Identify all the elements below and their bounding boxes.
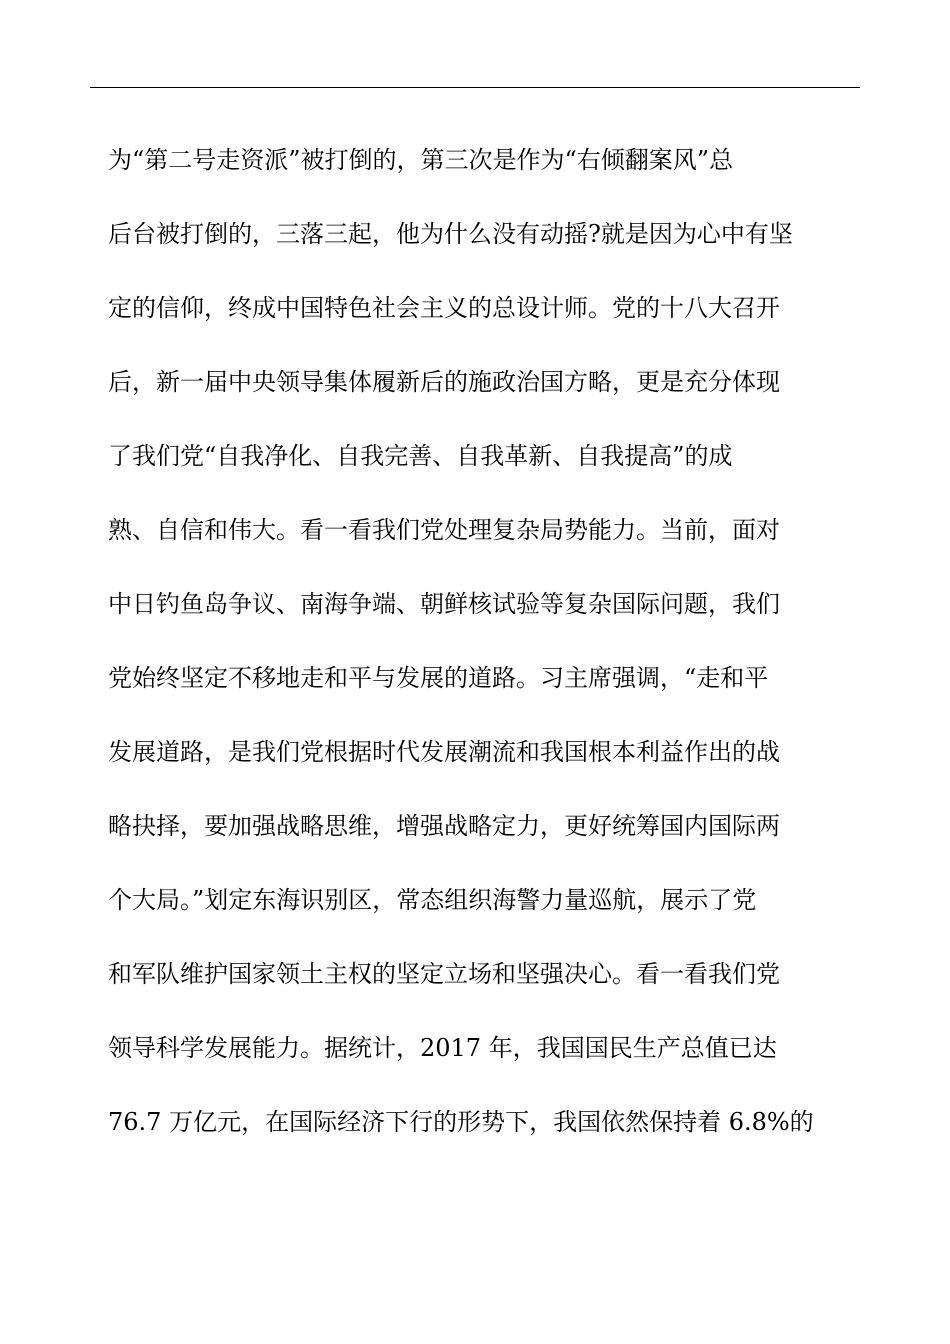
text-line: 和军队维护国家领土主权的坚定立场和坚强决心。看一看我们党 [108,960,780,988]
text-line: 76.7 万亿元，在国际经济下行的形势下，我国依然保持着 6.8%的 [108,1108,814,1136]
text-line: 个大局。”划定东海识别区，常态组织海警力量巡航，展示了党 [108,886,757,914]
text-line: 党始终坚定不移地走和平与发展的道路。习主席强调，“走和平 [108,664,769,692]
text-line: 略抉择，要加强战略思维，增强战略定力，更好统筹国内国际两 [108,812,780,840]
text-line: 后，新一届中央领导集体履新后的施政治国方略，更是充分体现 [108,368,780,396]
text-line: 后台被打倒的，三落三起，他为什么没有动摇?就是因为心中有坚 [108,220,793,248]
header-rule [90,87,860,88]
text-line: 熟、自信和伟大。看一看我们党处理复杂局势能力。当前，面对 [108,516,780,544]
text-line: 发展道路，是我们党根据时代发展潮流和我国根本利益作出的战 [108,738,780,766]
body-text [108,140,868,1176]
text-line: 领导科学发展能力。据统计，2017 年，我国国民生产总值已达 [108,1034,777,1062]
text-line: 中日钓鱼岛争议、南海争端、朝鲜核试验等复杂国际问题，我们 [108,590,780,618]
text-line: 为“第二号走资派”被打倒的，第三次是作为“右倾翻案风”总 [108,146,734,174]
text-line: 定的信仰，终成中国特色社会主义的总设计师。党的十八大召开 [108,294,780,322]
text-line: 了我们党“自我净化、自我完善、自我革新、自我提高”的成 [108,442,733,470]
